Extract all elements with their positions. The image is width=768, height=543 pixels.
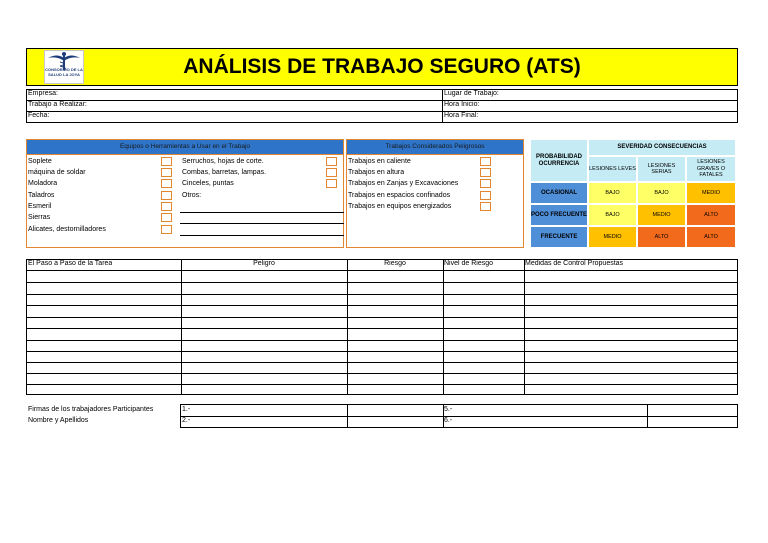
equipment-checkbox[interactable] xyxy=(161,179,172,188)
column-header-step: El Paso a Paso de la Tarea xyxy=(28,260,113,267)
hora-final-label: Hora Final: xyxy=(444,112,479,119)
signature-slot[interactable]: 6.- xyxy=(444,417,453,424)
risk-cell: ALTO xyxy=(686,204,736,226)
equipment-item: máquina de soldar xyxy=(28,169,86,176)
column-header-control-measures: Medidas de Control Propuestas xyxy=(525,260,624,267)
equipment-item: Soplete xyxy=(28,158,52,165)
work-checkbox[interactable] xyxy=(480,191,491,200)
equipment-item: Moladora xyxy=(28,180,58,187)
signature-slot[interactable]: 1.- xyxy=(182,406,191,413)
otros-line[interactable] xyxy=(180,223,344,224)
severity-header: SEVERIDAD CONSECUENCIAS xyxy=(588,139,736,156)
risk-cell: BAJO xyxy=(637,182,686,204)
equipment-item: Otros: xyxy=(182,192,202,199)
signature-table xyxy=(180,404,738,428)
work-item: Trabajos en altura xyxy=(348,169,405,176)
equipment-item: Combas, barretas, lampas. xyxy=(182,169,267,176)
severity-level: LESIONES GRAVES O FATALES xyxy=(686,156,736,182)
equipment-checkbox[interactable] xyxy=(161,157,172,166)
equipment-header: Equipos o Herramientas a Usar en el Trabajo xyxy=(26,139,344,155)
fecha-label: Fecha: xyxy=(28,112,50,119)
work-checkbox[interactable] xyxy=(480,179,491,188)
equipment-item: Taladros xyxy=(28,192,55,199)
otros-line[interactable] xyxy=(180,212,344,213)
equipment-checkbox[interactable] xyxy=(161,225,172,234)
risk-cell: MEDIO xyxy=(588,226,637,248)
probability-level: POCO FRECUENTE xyxy=(530,204,588,226)
equipment-checkbox[interactable] xyxy=(161,191,172,200)
names-label: Nombre y Apellidos xyxy=(28,417,89,424)
work-checkbox[interactable] xyxy=(480,202,491,211)
work-checkbox[interactable] xyxy=(480,168,491,177)
info-table xyxy=(26,89,738,123)
equipment-item: Sierras xyxy=(28,214,51,221)
task-table xyxy=(26,259,738,395)
probability-level: OCASIONAL xyxy=(530,182,588,204)
equipment-checkbox[interactable] xyxy=(326,157,337,166)
risk-cell: ALTO xyxy=(637,226,686,248)
equipment-item: Esmeril xyxy=(28,203,52,210)
column-header-risk-level: Nivel de Riesgo xyxy=(444,260,494,267)
work-item: Trabajos en espacios confinados xyxy=(348,192,451,199)
signatures-label: Firmas de los trabajadores Participantes xyxy=(28,406,154,413)
probability-header: PROBABILIDAD OCURRENCIA xyxy=(530,139,588,182)
equipment-checkbox[interactable] xyxy=(161,213,172,222)
hora-inicio-label: Hora Inicio: xyxy=(444,101,480,108)
risk-cell: BAJO xyxy=(588,182,637,204)
empresa-label: Empresa: xyxy=(28,90,58,97)
equipment-checkbox[interactable] xyxy=(326,179,337,188)
severity-level: LESIONES LEVES xyxy=(588,156,637,182)
trabajo-realizar-label: Trabajo a Realizar: xyxy=(28,101,87,108)
severity-level: LESIONES SERIAS xyxy=(637,156,686,182)
column-header-risk: Riesgo xyxy=(384,260,406,267)
probability-level: FRECUENTE xyxy=(530,226,588,248)
equipment-checkbox[interactable] xyxy=(161,202,172,211)
signature-slot[interactable]: 2.- xyxy=(182,417,191,424)
risk-cell: ALTO xyxy=(686,226,736,248)
equipment-item: Serruchos, hojas de corte. xyxy=(182,158,264,165)
equipment-checkbox[interactable] xyxy=(326,168,337,177)
column-header-hazard: Peligro xyxy=(253,260,275,267)
work-item: Trabajos en Zanjas y Excavaciones xyxy=(348,180,459,187)
logo-caption: CONSORCIO DE LA SALUD LA JOYA xyxy=(45,67,83,77)
risk-cell: BAJO xyxy=(588,204,637,226)
work-item: Trabajos en equipos energizados xyxy=(348,203,452,210)
equipment-item: Cinceles, puntas xyxy=(182,180,234,187)
lugar-trabajo-label: Lugar de Trabajo: xyxy=(444,90,499,97)
page-title: ANÁLISIS DE TRABAJO SEGURO (ATS) xyxy=(183,55,581,78)
work-item: Trabajos en caliente xyxy=(348,158,411,165)
signature-slot[interactable]: 5.- xyxy=(444,406,453,413)
work-checkbox[interactable] xyxy=(480,157,491,166)
risk-cell: MEDIO xyxy=(686,182,736,204)
otros-line[interactable] xyxy=(180,235,344,236)
equipment-item: Alicates, destornilladores xyxy=(28,226,106,233)
risk-cell: MEDIO xyxy=(637,204,686,226)
dangerous-works-header: Trabajos Considerados Peligrosos xyxy=(346,139,524,155)
equipment-checkbox[interactable] xyxy=(161,168,172,177)
